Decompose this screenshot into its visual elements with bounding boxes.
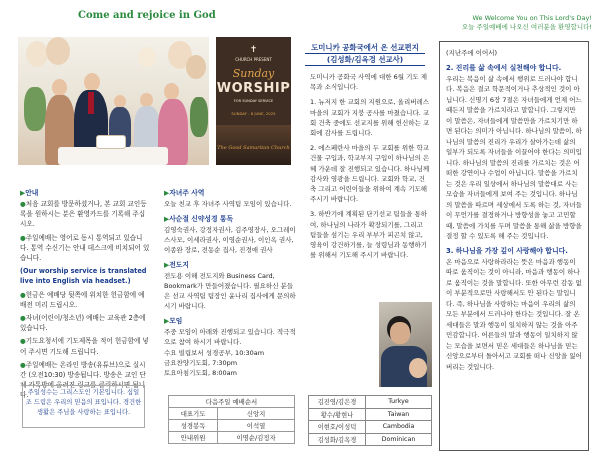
sermon-para-3: 온 마음으로 사랑하라라는 뜻은 마음과 행동이 따로 움직이는 것이 아니라, 마음과 행동이 하나로 움직이는 것을 말합니다. 또한 아무런 감동 없이 부분적으로만 사랑해서도 안 된다는 말입니다. 즉, 하나님을 사랑하는 마음이 우리의 삶의 모든 부분에서 드러나야 한다는 것입니다. 잘 온 세대들은 말과 행동이 일치하지 않는 것을 아주 민감합니다. 어른들의 말과 행동이 일치하지 않는 모습을 보면서 믿은 세대들은 하나님을 믿는 신앙으로부터 돌아서고 교회를 떠나 신앙을 잃어 버리는 것입니다.: [446, 257, 582, 371]
notice-children: ●자녀(어린이/청소년) 예배는 교육관 2층에 있습니다.: [20, 314, 146, 333]
sermon-heading-3: 3. 하나님을 가장 깊이 사랑해야 합니다.: [446, 246, 568, 255]
sermon-box: [439, 41, 589, 451]
guide-title: ▶안내: [20, 189, 39, 197]
notice-visitor: ●처음 교회를 방문하셨거나, 본 교회 교인등록을 원하시는 분은 환영카드를 기록해 주십시오.: [20, 200, 147, 229]
notice-online: ●주일예배는 온라인 방송(유튜브)으로 실시간 (오전10:30) 방송됩니다. 방송은 교인 단체 카톡방에 올려진 링크를 클릭하시면 됩니다.: [20, 360, 146, 400]
header-motto: Come and rejoice in God: [78, 10, 216, 21]
bullet-icon: ●: [20, 314, 26, 323]
bullet-icon: ▶: [164, 261, 170, 269]
poster-sunday: Sunday: [232, 67, 275, 80]
bullet-icon: ●: [20, 200, 26, 208]
letter-intro: 도미니카 공화국 사역에 대한 6월 기도 제목과 소식입니다.: [310, 73, 427, 92]
s3-title: ▶전도지: [164, 261, 189, 269]
s1-title: ▶자녀주 사역: [164, 189, 205, 197]
table-title: 다음주일 예배순서: [169, 396, 295, 408]
next-week-table: [168, 395, 295, 444]
notice-column: [20, 187, 150, 404]
letter-item-3: 3. 하반기에 계획된 단기선교 팀들을 통하여, 하나님의 나라가 확장되기를, 그리고 팀들을 섬기는 우리 부부가 피곤치 않고, 영육이 강건하기를, 늘 성령님과 동행하기를 위해서 기도해 주시기 바랍니다.: [310, 210, 428, 260]
sermon-heading-2: 2. 진리를 삶 속에서 실천해야 합니다.: [446, 63, 562, 72]
family-photo: [18, 37, 209, 165]
table-row: 황수/황현나 Taiwan: [309, 408, 432, 421]
announce-column: [164, 187, 296, 378]
notice-prayer: ●기도요청서에 기도제목을 적어 헌금함에 넣어 주시면 기도해 드립니다.: [20, 337, 149, 356]
s4-title: ▶모임: [164, 317, 183, 325]
welcome-korean: 오늘 주일예배에 나오신 여러분을 환영합니다!: [461, 23, 592, 31]
bullet-icon: ●: [20, 233, 26, 242]
table-row: 성경봉독 이석열: [169, 420, 295, 432]
continued-note: (지난주에 이어서): [446, 49, 498, 57]
letter-item-1: 1. 뉴저지 한 교회의 지원으로, 올리버레스 마을의 교회가 지붕 공사를 마쳤습니다. 교회 건축 중에도 선교지를 위해 헌신하는 교회에 감사를 드립니다.: [310, 98, 430, 138]
table-row: 대표기도 신앙지: [169, 408, 295, 420]
poster-subtitle: FOR SUNDAY SERVICE: [233, 99, 274, 103]
table-row: 안내위원 이명순/김정자: [169, 432, 295, 444]
bullet-icon: ●: [20, 360, 26, 369]
mission-letter-body: [310, 72, 430, 265]
letter-item-2: 2. 에스페란사 마을의 두 교회를 위한 학교 건물 구입과, 학교부지 구입이 하나님의 은혜 가운데 잘 진행되고 있습니다. 하나님께 감사와 영광을 드립니다. 교회와 학교, 건축 그리고 어린이들을 위하여 계속 기도해 주시기 바랍니다.: [310, 144, 430, 204]
poster-cross-icon: ✝: [249, 45, 258, 55]
poster-church: CHURCH PRESENT: [235, 57, 272, 62]
missionary-photo: [379, 302, 432, 387]
s4-item: 토요아침기도회, 8:00am: [164, 369, 237, 377]
bullet-icon: ●: [20, 337, 26, 346]
notice-translation: ●주일예배는 영어로 동시 통역되고 있습니다. 통역 수신기는 안내 데스크에 비치되어 있습니다.: [20, 233, 150, 263]
missionary-table: [308, 395, 432, 446]
welcome-english: We Welcome You on This Lord's Day!: [472, 14, 592, 22]
s1-text: 오늘 친교 후 자녀주 사역팀 모임이 있습니다.: [164, 200, 292, 208]
s4-text: 주중 모임이 아래와 진행되고 있습니다. 적극적으로 참여 하시기 바랍니다.: [164, 328, 296, 346]
header-welcome: [462, 14, 592, 32]
notice-english: (Our worship service is translated live into English via headset.): [20, 267, 147, 286]
bullet-icon: ▶: [20, 189, 26, 197]
s4-item: 수요 빌립보서 성경공부, 10:30am: [164, 349, 265, 357]
bullet-icon: ●: [20, 290, 26, 299]
s2-text: 김영숙권사, 강정자권사, 김주영장사, 오그레이스사모, 이세라권사, 이영순권사, 이인옥 권사, 이종완 장로, 전동순 집사, 진경애 권사: [164, 226, 296, 254]
table-row: 이현호/이성덕 Cambodia: [309, 421, 432, 434]
bullet-icon: ▶: [164, 189, 170, 197]
bullet-icon: ▶: [164, 317, 170, 325]
footer-motto-box: 주일성수는 그리스도인 기본입니다. 십일조 드림은 우리의 믿음의 표입니다. 경건한 생활은 주님을 사랑하는 표입니다.: [22, 385, 145, 428]
mission-letter-title: 도미니카 공화국에서 온 선교편지 (김성화/김옥경 선교사): [305, 42, 425, 66]
s2-title: ▶사순절 신약성경 통독: [164, 215, 234, 223]
poster-date: SUNDAY - 8 JUNE, 2025: [231, 111, 276, 116]
table-row: 김성화/김옥경 Dominican: [309, 433, 432, 446]
table-row: 김진영/김은경 Turkye: [309, 396, 432, 409]
bullet-icon: ▶: [164, 215, 170, 223]
sermon-para-2: 우리는 복음이 삶 속에서 행위로 드러나야 합니다. 복음은 결코 학문적이거나 추상적인 것이 아닙니다. 신명기 6장 7절은 자녀들에게 언제 어느 때든지 말씀을 가르치라고 말합니다. 그렇지만 이 말씀은, 자녀들에게 말씀만을 가르치기만 하면 된다는 의미가 아닙니다. 하나님의 말씀이, 하나님의 말씀의 진리가 우리가 살아가는데 삶의 일부가 되도록 자녀들을 이끌어야 한다는 의미입니다. 하나님의 말씀의 진리를 가르치는 것은 어떠한 강연이나 수업이 아닙니다. 말씀을 가르치는 것은 우리 일상에서 하나님의 말씀대로 사는 모습을 자녀들에게 보여 주는 것입니다. 하나님의 말씀을 따르며 세상에서 도록 하는 것, 자녀들이 무언가를 결정하거나 방향성을 놓고 고민할 때, 말씀에 가치를 두며 말씀을 통해 삶을 방향을 결정 할 수 있도록 해 주는 것입니다.: [446, 74, 582, 240]
s4-item: 금요찬양기도회, 7:30pm: [164, 359, 238, 367]
poster-sign: The Good Samaritan Church: [217, 145, 290, 151]
poster-worship: WORSHIP: [216, 81, 291, 96]
notice-offering: ●헌금은 예배당 뒷쪽에 위치한 헌금함에 예배전 미리 드립시오.: [20, 290, 145, 309]
worship-poster: [216, 37, 291, 165]
s3-text: 전도용 이해 전도지와 Business Card, Bookmark가 만들어졌습니다. 필요하신 분들은 선교 사역팀 팀장인 윤나리 집사에게 문의하시기 바랍니다.: [164, 272, 296, 310]
